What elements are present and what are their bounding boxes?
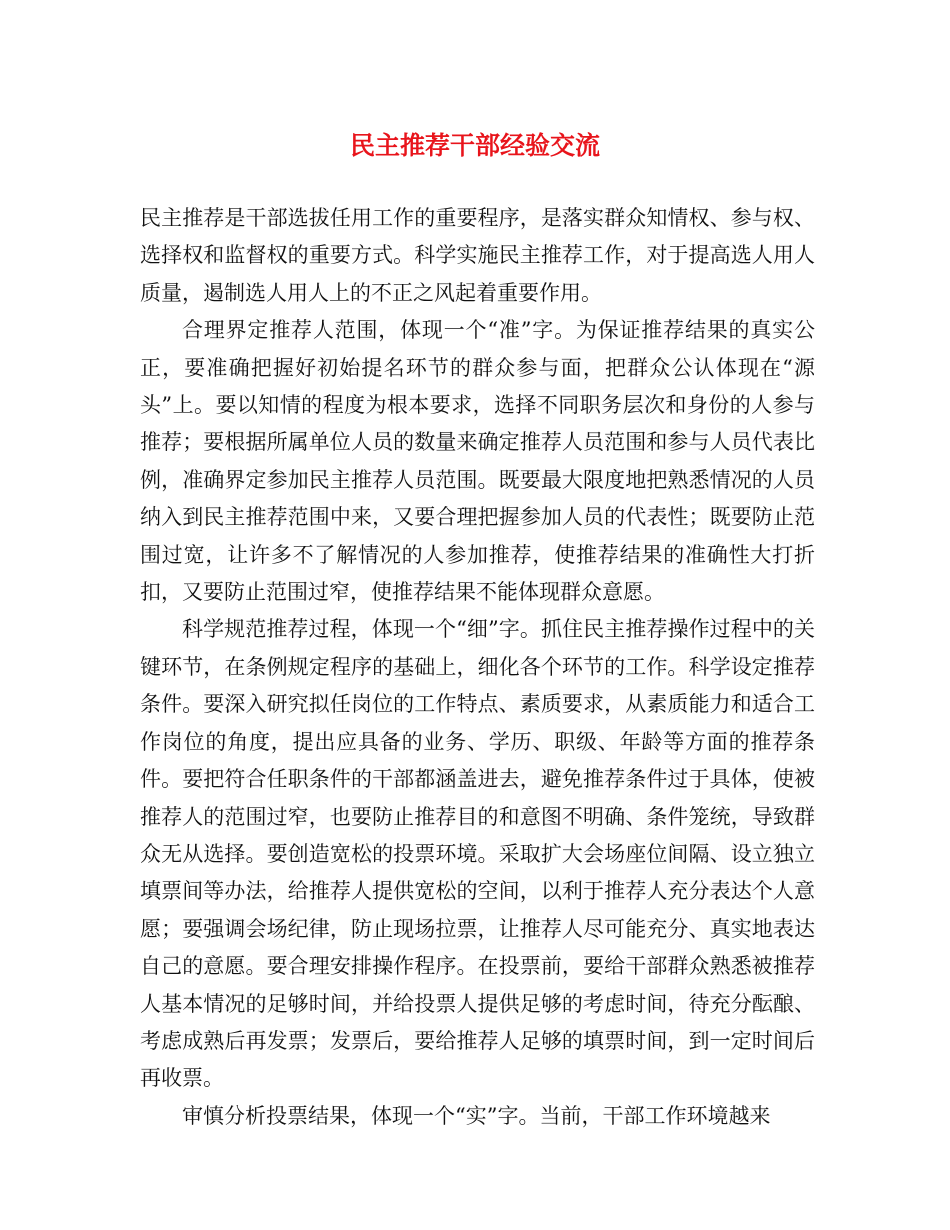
paragraph-intro: 民主推荐是干部选拔任用工作的重要程序，是落实群众知情权、参与权、选择权和监督权的重要方式。科学实施民主推荐工作，对于提高选人用人质量，遏制选人用人上的不正之风起着重要作用。 [140,206,815,305]
paragraph-result-analysis: 审慎分析投票结果，体现一个“实”字。当前，干部工作环境越来 [182,1103,771,1128]
document-body [140,200,815,1135]
paragraph-detailed-process: 科学规范推荐过程，体现一个“细”字。抓住民主推荐操作过程中的关键环节，在条例规定程序的基础上，细化各个环节的工作。科学设定推荐条件。要深入研究拟任岗位的工作特点、素质要求，从素质能力和适合工作岗位的角度，提出应具备的业务、学历、职级、年龄等方面的推荐条件。要把符合任职条件的干部都涵盖进去，避免推荐条件过于具体，使被推荐人的范围过窄，也要防止推荐目的和意图不明确、条件笼统，导致群众无从选择。要创造宽松的投票环境。采取扩大会场座位间隔、设立独立填票间等办法，给推荐人提供宽松的空间，以利于推荐人充分表达个人意愿；要强调会场纪律，防止现场拉票，让推荐人尽可能充分、真实地表达自己的意愿。要合理安排操作程序。在投票前，要给干部群众熟悉被推荐人基本情况的足够时间，并给投票人提供足够的考虑时间，待充分酝酿、考虑成熟后再发票；发票后，要给推荐人足够的填票时间，到一定时间后再收票。 [140,617,815,1091]
document-title: 民主推荐干部经验交流 [349,131,600,160]
paragraph-accurate-scope: 合理界定推荐人范围，体现一个“准”字。为保证推荐结果的真实公正，要准确把握好初始提名环节的群众参与面，把群众公认体现在“源头”上。要以知情的程度为根本要求，选择不同职务层次和身份的人参与推荐；要根据所属单位人员的数量来确定推荐人员范围和参与人员代表比例，准确界定参加民主推荐人员范围。既要最大限度地把熟悉情况的人员纳入到民主推荐范围中来，又要合理把握参加人员的代表性；既要防止范围过宽，让许多不了解情况的人参加推荐，使推荐结果的准确性大打折扣，又要防止范围过窄，使推荐结果不能体现群众意愿。 [140,318,815,605]
